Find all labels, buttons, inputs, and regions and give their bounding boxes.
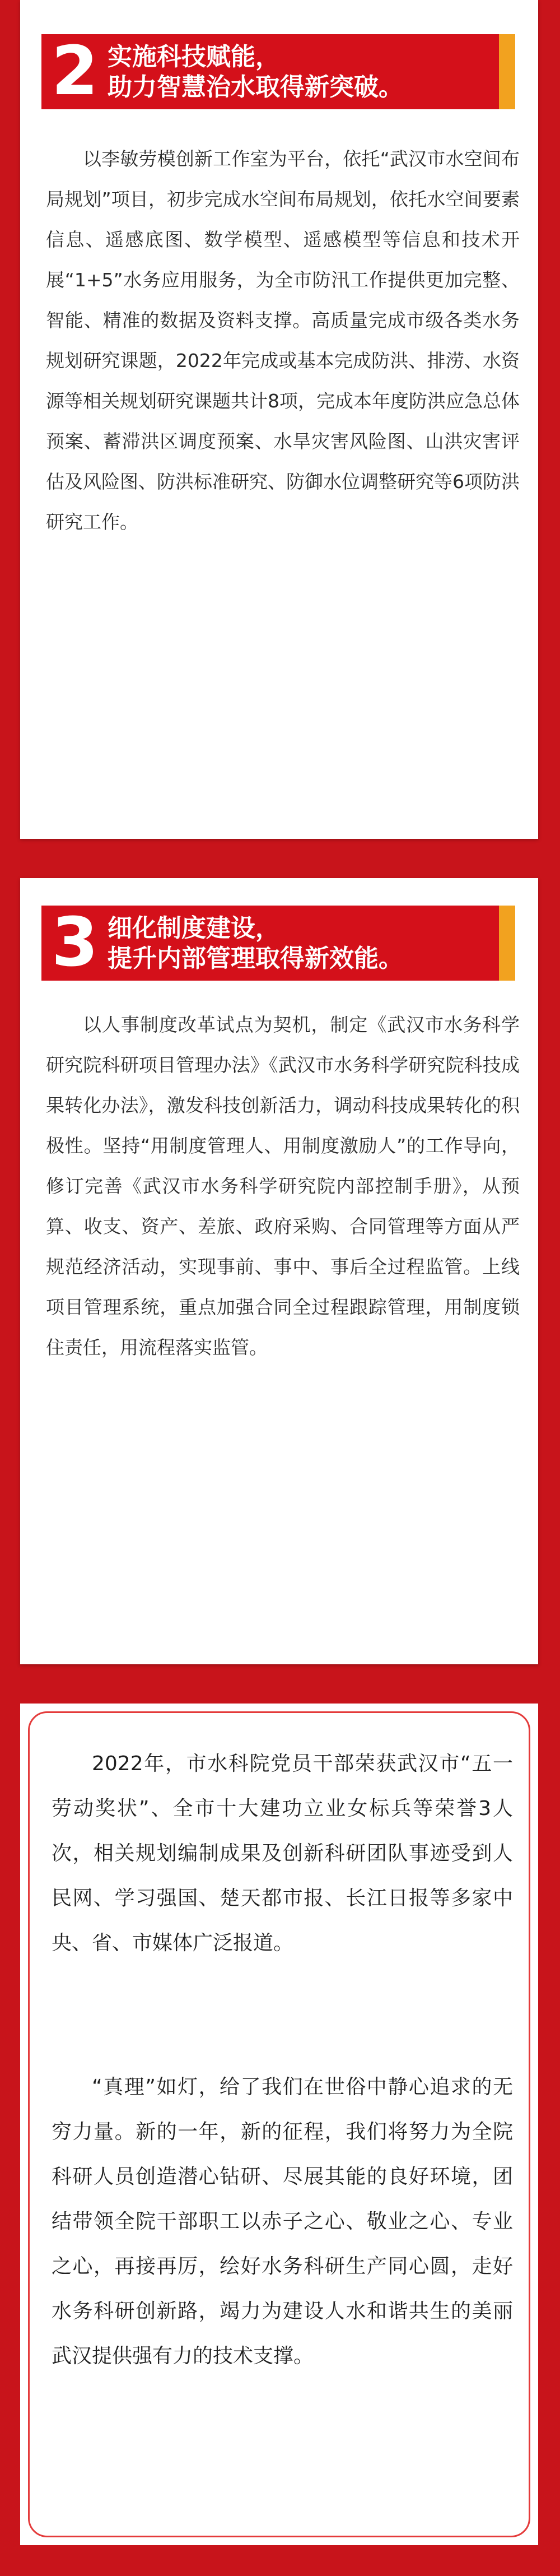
section-number: 2 — [52, 33, 99, 110]
section-card-2 — [20, 0, 538, 839]
closing-paragraph-2: “真理”如灯，给了我们在世俗中静心追求的无穷力量。新的一年，新的征程，我们将努力为全院科研人员创造潜心钻研、尽展其能的良好环境，团结带领全院干部职工以赤子之心、敬业之心、专业之心，再接再厉，绘好水务科研生产同心圆，走好水务科研创新路，竭力为建设人水和谐共生的美丽武汉提供强有力的技术支撑。 — [52, 2076, 513, 2368]
section-title — [108, 913, 403, 974]
closing-paragraph-1: 2022年，市水科院党员干部荣获武汉市“五一劳动奖状”、全市十大建功立业女标兵等荣誉3人次，相关规划编制成果及创新科研团队事迹受到人民网、学习强国、楚天都市报、长江日报等多家中央、省、市媒体广泛报道。 — [52, 1752, 513, 1955]
section-title — [108, 42, 403, 103]
section-card-3 — [20, 878, 538, 1664]
section-title-line2: 提升内部管理取得新效能。 — [108, 944, 403, 973]
closing-card — [20, 1704, 538, 2545]
section-number: 3 — [52, 904, 99, 982]
section-title-line2: 助力智慧治水取得新突破。 — [108, 73, 403, 101]
banner-accent-bar — [499, 34, 515, 109]
section-body-text: 以人事制度改革试点为契机，制定《武汉市水务科学研究院科研项目管理办法》《武汉市水务科学研究院科技成果转化办法》，激发科技创新活力，调动科技成果转化的积极性。坚持“用制度管理人、用制度激励人”的工作导向，修订完善《武汉市水务科学研究院内部控制手册》，从预算、收支、资产、差旅、政府采购、合同管理等方面从严规范经济活动，实现事前、事中、事后全过程监管。上线项目管理系统，重点加强合同全过程跟踪管理，用制度锁住责任，用流程落实监管。 — [46, 1014, 520, 1358]
section-body-text: 以李敏劳模创新工作室为平台，依托“武汉市水空间布局规划”项目，初步完成水空间布局规划，依托水空间要素信息、遥感底图、数学模型、遥感模型等信息和技术开展“1+5”水务应用服务，为全市防汛工作提供更加完整、智能、精准的数据及资料支撑。高质量完成市级各类水务规划研究课题，2022年完成或基本完成防洪、排涝、水资源等相关规划研究课题共计8项，完成本年度防洪应急总体预案、蓄滞洪区调度预案、水旱灾害风险图、山洪灾害评估及风险图、防洪标准研究、防御水位调整研究等6项防洪研究工作。 — [46, 148, 520, 533]
section-title-line1: 实施科技赋能， — [108, 43, 280, 71]
section-title-line1: 细化制度建设， — [108, 914, 280, 943]
section-heading-banner — [41, 34, 515, 109]
section-heading-banner — [41, 906, 515, 981]
banner-accent-bar — [499, 906, 515, 981]
